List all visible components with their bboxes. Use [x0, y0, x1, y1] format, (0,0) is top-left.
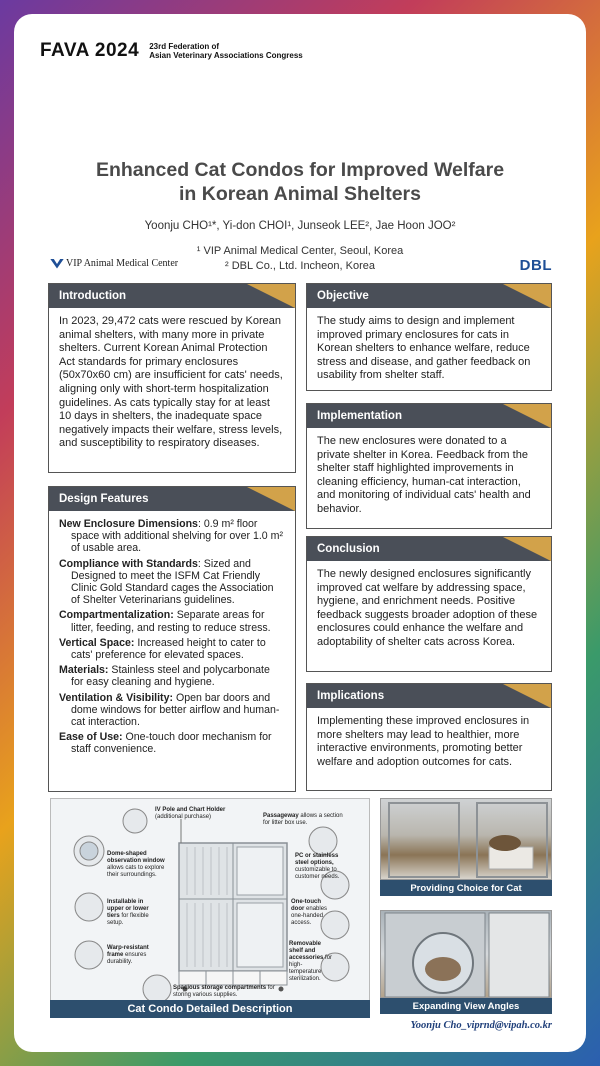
design-feature-item: Vertical Space: Increased height to cater to cats' preference for elevated spaces.	[59, 636, 266, 662]
photo-choice-for-cat	[380, 798, 552, 880]
design-features-heading: Design Features	[49, 487, 295, 511]
design-feature-item: Materials: Stainless steel and polycarbonate for easy cleaning and hygiene.	[59, 664, 270, 689]
objective-section	[306, 283, 552, 391]
introduction-heading: Introduction	[49, 284, 295, 308]
dbl-logo: DBL	[519, 257, 552, 274]
poster	[14, 14, 586, 1052]
design-feature-item: Compartmentalization: Separate areas for litter, feeding, and resting to reduce stress.	[59, 609, 271, 634]
photo-caption-top: Providing Choice for Cat	[380, 880, 552, 896]
congress-name: 23rd Federation of Asian Veterinary Associations Congress	[149, 42, 303, 60]
callout-storage: Spacious storage compartments for storing various supplies.	[173, 985, 275, 998]
objective-text: The study aims to design and implement improved primary enclosures for cats in Korean shelters to enhance welfare, reduce stress and disease, and gather feedback on usability from shelter staff.	[317, 315, 531, 382]
objective-heading: Objective	[307, 284, 551, 308]
design-feature-item: Compliance with Standards: Sized and Designed to meet the ISFM Cat Friendly Clinic Gold Standard cages the Association of Shelter Veterinarians guidelines.	[59, 557, 274, 607]
photo-caption-bottom: Expanding View Angles	[380, 998, 552, 1014]
callout-installable: Installable in upper or lower tiers for flexible setup.	[107, 899, 149, 926]
fava-logo: FAVA 2024	[40, 40, 140, 61]
conclusion-heading: Conclusion	[307, 537, 551, 561]
introduction-text: In 2023, 29,472 cats were rescued by Korean animal shelters, with many more in private shelters. Current Korean Animal Protection Act standards for primary enclosures (50x70x60 cm) are insufficient for cats' needs, aligning only with short-term hospitalization guidelines. As cats typically stay for at least 10 days in shelters, the inadequate space negatively impacts their welfare, stress levels, and susceptibility to respiratory diseases.	[59, 315, 283, 450]
dome-photo-image	[381, 911, 552, 998]
enclosure-photo-image	[381, 799, 552, 880]
implications-text: Implementing these improved enclosures in more shelters may lead to healthier, more interactive environments, promoting better welfare and adoption outcomes for cats.	[317, 715, 530, 768]
design-feature-item: Ease of Use: One-touch door mechanism for staff convenience.	[59, 731, 272, 756]
implementation-heading: Implementation	[307, 404, 551, 428]
design-features-section	[48, 486, 296, 792]
photo-expanding-view	[380, 910, 552, 998]
callout-pc-steel: PC or stainless steel options, customizable to customer needs.	[295, 853, 340, 880]
conclusion-section	[306, 536, 552, 672]
callout-iv-pole: IV Pole and Chart Holder (additional purchase)	[155, 807, 226, 820]
contact-email: Yoonju Cho_viprnd@vipah.co.kr	[410, 1020, 552, 1031]
design-features-list	[49, 511, 295, 766]
diagram-caption: Cat Condo Detailed Description	[50, 1000, 370, 1018]
callout-dome-window: Dome-shaped observation window allows cats to explore their surroundings.	[107, 851, 165, 878]
introduction-section	[48, 283, 296, 473]
vip-mark-icon	[50, 259, 64, 269]
design-feature-item: Ventilation & Visibility: Open bar doors and dome windows for better airflow and human-cat interaction.	[59, 691, 280, 729]
design-feature-item: New Enclosure Dimensions: 0.9 m² floor space with additional shelving for over 1.0 m² of usable area.	[59, 518, 283, 555]
authors: Yoonju CHO¹*, Yi-don CHOI¹, Junseok LEE², Jae Hoon JOO²	[144, 220, 456, 232]
conclusion-text: The newly designed enclosures significantly improved cat welfare by addressing space, hygiene, and enrichment needs. Positive feedback suggests broader adoption of these enclosures could enhance the welfare and adoptability of shelter cats across Korea.	[317, 568, 538, 648]
implementation-text: The new enclosures were donated to a private shelter in Korea. Feedback from the shelter staff highlighted improvements in cleaning efficiency, human-cat interaction, and monitoring of individual cats' health and behavior.	[317, 435, 531, 515]
vip-logo: VIP Animal Medical Center	[50, 258, 178, 269]
implementation-section	[306, 403, 552, 529]
callout-warp-resistant: Warp-resistant frame ensures durability.	[107, 945, 149, 965]
callout-passageway: Passageway allows a section for litter box use.	[263, 813, 343, 826]
callout-one-touch: One-touch door enables one-handed access.	[291, 899, 328, 926]
affiliations: ¹ VIP Animal Medical Center, Seoul, Korea ² DBL Co., Ltd. Incheon, Korea	[196, 245, 404, 272]
implications-section	[306, 683, 552, 791]
header	[40, 36, 303, 66]
implications-heading: Implications	[307, 684, 551, 708]
callout-removable-shelf: Removable shelf and accessories for high-temperature sterilization.	[289, 941, 333, 982]
poster-title: Enhanced Cat Condos for Improved Welfare in Korean Animal Shelters	[95, 159, 505, 205]
cat-condo-diagram	[50, 798, 370, 1016]
